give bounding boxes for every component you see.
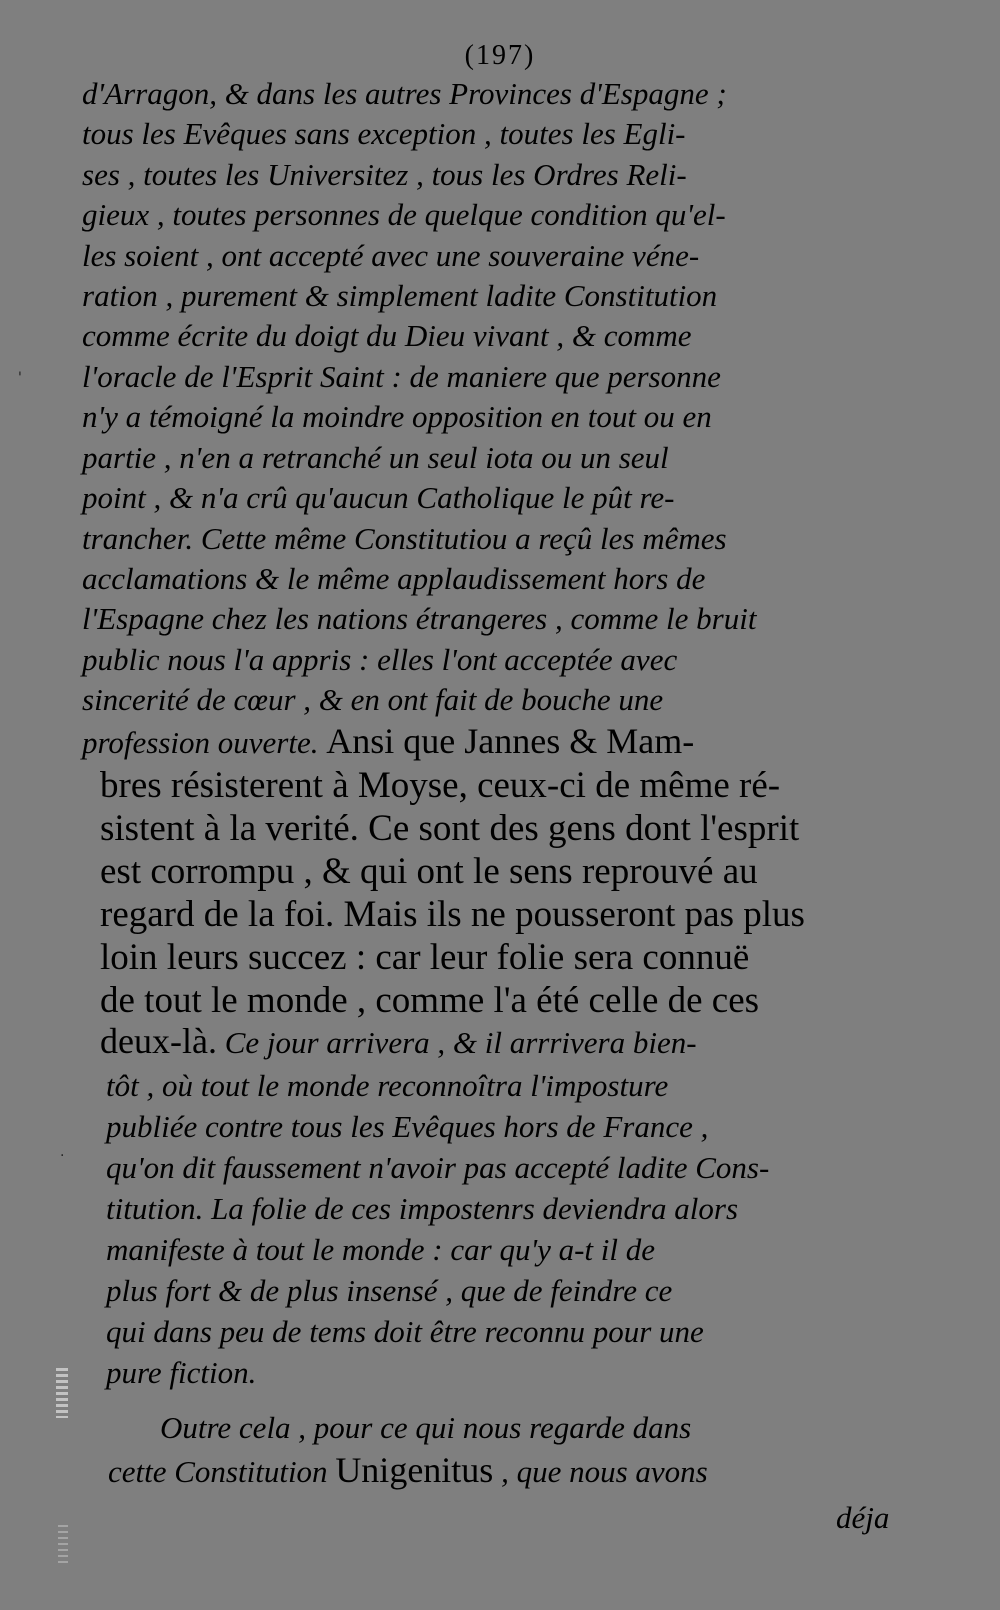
- text-line: comme écrite du doigt du Dieu vivant , & comme: [82, 318, 692, 353]
- text-line: gieux , toutes personnes de quelque condition qu'el-: [82, 197, 726, 232]
- margin-speckle: [56, 1368, 68, 1418]
- text-line: manifeste à tout le monde : car qu'y a-t il de: [106, 1232, 656, 1267]
- text-line: trancher. Cette même Constitutiou a reçû les mêmes: [82, 521, 727, 556]
- text-line: publiée contre tous les Evêques hors de France ,: [106, 1109, 709, 1144]
- text-run-italic: cette Constitution: [108, 1454, 328, 1489]
- text-line: l'Espagne chez les nations étrangeres , comme le bruit: [82, 601, 757, 636]
- margin-speckle: [58, 1525, 68, 1565]
- text-line: l'oracle de l'Esprit Saint : de maniere que personne: [82, 359, 721, 394]
- text-line: sistent à la verité. Ce sont des gens dont l'esprit: [100, 808, 800, 849]
- text-line: partie , n'en a retranché un seul iota ou un seul: [82, 440, 669, 475]
- text-run-italic: profession ouverte.: [82, 725, 319, 760]
- text-line: titution. La folie de ces impostenrs deviendra alors: [106, 1191, 739, 1226]
- text-line: point , & n'a crû qu'aucun Catholique le pût re-: [82, 480, 675, 515]
- text-line: est corrompu , & qui ont le sens reprouvé au: [100, 851, 758, 892]
- text-run-roman: Unigenitus: [335, 1450, 494, 1490]
- text-line: [108, 1449, 708, 1491]
- text-run-italic: Ce jour arrivera , & il arrrivera bien-: [224, 1025, 697, 1060]
- text-line: public nous l'a appris : elles l'ont acceptée avec: [82, 642, 678, 677]
- text-line: sincerité de cœur , & en ont fait de bouche une: [82, 682, 664, 717]
- text-line: pure fiction.: [106, 1355, 257, 1390]
- text-line: loin leurs succez : car leur folie sera connuë: [100, 937, 750, 978]
- text-line: regard de la foi. Mais ils ne pousseront pas plus: [100, 894, 805, 935]
- text-line: ration , purement & simplement ladite Constitution: [82, 278, 718, 313]
- text-line: tous les Evêques sans exception , toutes les Egli-: [82, 116, 686, 151]
- text-line: d'Arragon, & dans les autres Provinces d'Espagne ;: [82, 76, 727, 111]
- text-line: acclamations & le même applaudissement hors de: [82, 561, 706, 596]
- text-run-roman: Ansi que Jannes & Mam-: [326, 721, 695, 761]
- text-line: Outre cela , pour ce qui nous regarde dans: [160, 1410, 692, 1445]
- text-line: [82, 720, 694, 762]
- margin-mark: ·: [60, 1148, 65, 1164]
- text-line: qu'on dit faussement n'avoir pas accepté ladite Cons-: [106, 1150, 770, 1185]
- page-number: (197): [464, 40, 536, 71]
- text-line: n'y a témoigné la moindre opposition en tout ou en: [82, 399, 712, 434]
- margin-mark: ': [18, 370, 22, 386]
- text-run-roman: deux-là.: [100, 1021, 217, 1061]
- catchword: déja: [836, 1500, 890, 1535]
- text-run-italic: , que nous avons: [501, 1454, 708, 1489]
- text-line: de tout le monde , comme l'a été celle de ces: [100, 980, 760, 1021]
- text-line: [100, 1020, 697, 1062]
- text-line: qui dans peu de tems doit être reconnu pour une: [106, 1314, 704, 1349]
- text-line: bres résisterent à Moyse, ceux-ci de même ré-: [100, 765, 781, 806]
- text-line: tôt , où tout le monde reconnoîtra l'imposture: [106, 1068, 669, 1103]
- text-line: ses , toutes les Universitez , tous les Ordres Reli-: [82, 157, 687, 192]
- text-line: plus fort & de plus insensé , que de feindre ce: [106, 1273, 673, 1308]
- text-line: les soient , ont accepté avec une souveraine véne-: [82, 238, 700, 273]
